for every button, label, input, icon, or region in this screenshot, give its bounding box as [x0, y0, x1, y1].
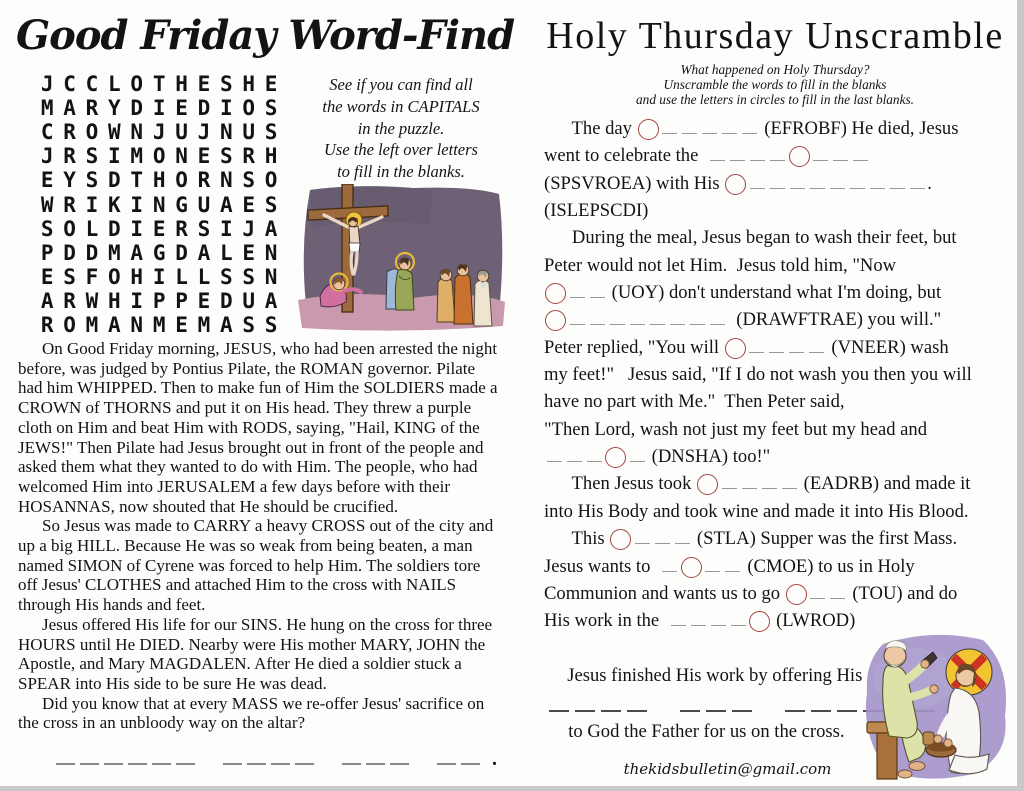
grid-letter: I	[130, 216, 144, 241]
grid-letter: R	[197, 168, 211, 193]
line-text: .	[927, 172, 932, 194]
grid-letter: S	[242, 264, 256, 289]
line-text: (DRAWFTRAE) you will."	[727, 309, 942, 331]
crucifixion-scene-drawing	[292, 184, 512, 338]
grid-letter: U	[197, 192, 211, 217]
line-text: (EFROBF) He died, Jesus	[759, 118, 959, 139]
grid-letter: I	[130, 288, 144, 313]
fill-in-blank	[853, 146, 868, 161]
instruction-line: Use the left over letters	[324, 140, 478, 160]
grid-letter: G	[175, 192, 188, 217]
fill-in-blank	[680, 697, 700, 712]
fill-in-blank	[750, 174, 765, 189]
fill-in-blank	[271, 750, 290, 765]
grid-letter: O	[152, 144, 166, 169]
line-text: (TOU) and do	[847, 582, 958, 604]
grid-letter: D	[197, 96, 211, 121]
line-text: Peter would not let Him. Jesus told him, "Now	[544, 254, 897, 276]
grid-letter: K	[108, 192, 121, 217]
closing-line: to God the Father for us on the cross.	[545, 721, 845, 742]
grid-letter: D	[63, 240, 76, 265]
fill-in-blank	[675, 529, 690, 544]
grid-letter: I	[219, 96, 233, 121]
fill-in-blank	[762, 474, 777, 489]
line-text: Jesus finished His work by offering His	[544, 664, 863, 686]
unscramble-line	[544, 282, 972, 309]
fill-in-blank	[570, 283, 585, 298]
blank-group	[223, 750, 319, 770]
fill-in-blank	[366, 750, 385, 765]
story-paragraph: So Jesus was made to CARRY a heavy CROSS out of the city and up a big HILL. Because He was so weak from being beaten, a man named SIMON of Cyrene was forced to help Him. The soldiers tore off Jesus' CLOTHES and attached Him to the cross with NAILS through His hands and feet.	[18, 516, 494, 615]
fill-in-blank	[702, 119, 717, 134]
fill-in-blank	[390, 750, 409, 765]
grid-letter: E	[175, 312, 188, 337]
grid-letter: R	[40, 312, 54, 337]
footer-email: thekidsbulletin@gmail.com	[623, 760, 832, 778]
grid-letter: E	[175, 96, 188, 121]
instruction-line: See if you can find all	[329, 75, 473, 94]
letter-circle	[545, 310, 566, 331]
grid-letter: U	[242, 288, 256, 313]
grid-letter: N	[130, 120, 144, 145]
instruction-line: in the puzzle.	[357, 118, 445, 138]
fill-in-blank	[104, 750, 123, 765]
line-text: (EADRB) and made it	[799, 473, 971, 495]
fill-in-blank	[742, 119, 757, 134]
grid-letter: S	[264, 312, 278, 337]
line-text: Communion and wants us to go	[544, 582, 785, 604]
fill-in-blank	[547, 447, 562, 462]
fill-in-blank	[662, 119, 677, 134]
grid-letter: D	[108, 216, 121, 241]
unscramble-line	[544, 337, 972, 364]
grid-letter: S	[219, 264, 233, 289]
grid-letter: M	[85, 312, 99, 337]
grid-letter: L	[108, 72, 121, 97]
fill-in-blank	[770, 174, 785, 189]
grid-letter: E	[242, 192, 256, 217]
foot-washing-drawing	[853, 626, 1019, 788]
grid-letter: E	[242, 240, 256, 265]
grid-letter: A	[197, 240, 211, 265]
grid-letter: R	[242, 144, 256, 169]
fill-in-blank	[850, 174, 865, 189]
grid-letter: I	[108, 144, 121, 169]
grid-letter: S	[242, 312, 256, 337]
line-text: Then Jesus took	[544, 473, 697, 495]
grid-letter: M	[197, 312, 211, 337]
fill-in-blank	[910, 174, 925, 189]
grid-letter: S	[85, 144, 99, 169]
grid-letter: E	[40, 264, 54, 289]
grid-letter: N	[264, 264, 278, 289]
grid-letter: E	[197, 72, 211, 97]
fill-in-blank	[722, 474, 737, 489]
line-text: "Then Lord, wash not just my feet but my head and	[544, 418, 927, 440]
fill-in-blank	[742, 474, 757, 489]
fill-in-blank	[690, 310, 705, 325]
unscramble-line	[544, 391, 972, 418]
grid-letter: N	[219, 120, 233, 145]
fill-in-blank	[590, 283, 605, 298]
grid-letter: J	[152, 120, 166, 145]
story-paragraph: Jesus offered His life for our SINS. He hung on the cross for three HOURS until He DIED. Nearby were His mother MARY, JOHN the Apostle, and Mary MAGDALEN. After He died a soldier stuck a SPEAR into His side to be sure He was dead.	[18, 614, 493, 693]
grid-letter: E	[152, 216, 166, 241]
fill-in-blank	[549, 697, 569, 712]
grid-letter: M	[108, 240, 121, 265]
letter-circle	[786, 584, 807, 605]
subtitle-line: Unscramble the words to fill in the blanks	[663, 77, 887, 92]
unscramble-line	[544, 145, 972, 172]
grid-letter: E	[197, 288, 211, 313]
line-text: (SPSVROEA) with His	[544, 172, 725, 194]
fill-in-blank	[722, 119, 737, 134]
grid-letter: P	[40, 240, 54, 265]
scan-edge-right	[1017, 0, 1024, 791]
fill-in-blank	[830, 174, 845, 189]
subtitle-line: and use the letters in circles to fill in the last blanks.	[636, 92, 914, 107]
line-text: my feet!" Jesus said, "If I do not wash you then you will	[544, 364, 972, 386]
grid-letter: J	[242, 216, 256, 241]
fill-in-blank	[705, 557, 720, 572]
grid-letter: I	[219, 216, 233, 241]
letter-circle	[545, 283, 566, 304]
grid-letter: I	[152, 96, 166, 121]
foot-washing-illustration	[853, 626, 1019, 791]
line-text: Jesus wants to	[544, 555, 660, 577]
line-text: Peter replied, "You will	[544, 336, 724, 358]
grid-letter: J	[197, 120, 211, 145]
grid-letter: U	[175, 120, 188, 145]
letter-circle	[681, 557, 702, 578]
letter-circle	[789, 146, 810, 167]
wordfind-title: Good Friday Word-Find	[16, 12, 515, 59]
line-text: The day	[544, 118, 637, 139]
grid-letter: A	[219, 192, 233, 217]
fill-in-blank	[128, 750, 147, 765]
letter-circle	[749, 611, 770, 632]
line-text: (CMOE) to us in Holy	[742, 555, 915, 577]
fill-in-blank	[731, 611, 746, 626]
fill-in-blank	[247, 750, 266, 765]
fill-in-blank	[567, 447, 582, 462]
fill-in-blank	[461, 750, 480, 765]
fill-in-blank	[80, 750, 99, 765]
unscramble-line	[544, 200, 972, 227]
fill-in-blank	[295, 750, 314, 765]
fill-in-blank	[749, 338, 764, 353]
line-text: During the meal, Jesus began to wash their feet, but	[544, 227, 957, 249]
fill-in-blank	[655, 529, 670, 544]
letter-circle	[610, 529, 631, 550]
grid-letter: C	[85, 72, 99, 97]
letter-circle	[725, 174, 746, 195]
grid-letter: O	[63, 216, 76, 241]
grid-letter: M	[152, 312, 166, 337]
line-text: (VNEER) wash	[826, 336, 949, 358]
letter-circle	[638, 119, 659, 140]
fill-in-blank	[782, 474, 797, 489]
fill-in-blank	[590, 310, 605, 325]
grid-letter: S	[219, 144, 233, 169]
grid-letter: W	[108, 120, 121, 145]
unscramble-line	[544, 419, 972, 446]
grid-letter: S	[40, 216, 54, 241]
grid-letter: D	[130, 96, 144, 121]
grid-letter: O	[264, 168, 278, 193]
unscramble-line	[544, 501, 972, 528]
grid-letter: A	[219, 312, 233, 337]
grid-letter: H	[130, 264, 144, 289]
line-text: (ISLEPSCDI)	[544, 200, 649, 222]
unscramble-line	[544, 173, 972, 200]
fill-in-blank	[785, 697, 805, 712]
letter-circle	[697, 474, 718, 495]
line-text: (STLA) Supper was the first Mass.	[692, 528, 958, 550]
grid-letter: A	[264, 216, 278, 241]
word-search-grid	[36, 72, 282, 337]
grid-letter: H	[152, 168, 166, 193]
grid-letter: U	[242, 120, 256, 145]
grid-letter: R	[85, 96, 99, 121]
unscramble-line	[544, 255, 972, 282]
grid-letter: S	[63, 264, 76, 289]
fill-in-blank	[670, 310, 685, 325]
grid-letter: W	[85, 288, 99, 313]
grid-letter: N	[130, 312, 144, 337]
grid-letter: N	[264, 240, 278, 265]
fill-in-blank	[342, 750, 361, 765]
fill-in-blank	[813, 146, 828, 161]
grid-letter: S	[85, 168, 99, 193]
grid-letter: F	[85, 264, 99, 289]
crucifixion-illustration	[292, 184, 512, 343]
grid-letter: W	[40, 192, 54, 217]
grid-letter: H	[264, 144, 278, 169]
fill-in-blank	[630, 310, 645, 325]
fill-in-blank	[730, 146, 745, 161]
grid-letter: J	[40, 144, 54, 169]
grid-letter: R	[63, 192, 76, 217]
fill-in-blank	[152, 750, 171, 765]
answer-period: .	[492, 748, 497, 770]
story-paragraph: Did you know that at every MASS we re-offer Jesus' sacrifice on the cross in an unbloody way on the altar?	[18, 693, 485, 733]
leftover-letters-answer-blanks	[56, 748, 497, 771]
fill-in-blank	[176, 750, 195, 765]
grid-letter: S	[264, 96, 278, 121]
grid-letter: D	[175, 240, 188, 265]
fill-in-blank	[601, 697, 621, 712]
grid-letter: L	[85, 216, 99, 241]
fill-in-blank	[437, 750, 456, 765]
fill-in-blank	[770, 146, 785, 161]
unscramble-line	[544, 528, 972, 555]
line-text: (LWROD)	[771, 610, 856, 632]
grid-letter: Y	[108, 96, 121, 121]
grid-letter: L	[219, 240, 233, 265]
grid-letter: L	[197, 264, 211, 289]
grid-letter: P	[152, 288, 166, 313]
line-text: (DNSHA) too!"	[647, 446, 771, 468]
grid-letter: R	[63, 288, 76, 313]
line-text: went to celebrate the	[544, 145, 708, 167]
line-text: His work in the	[544, 610, 669, 632]
fill-in-blank	[711, 611, 726, 626]
fill-in-blank	[610, 310, 625, 325]
good-friday-story	[18, 339, 502, 733]
grid-letter: N	[175, 144, 188, 169]
fill-in-blank	[650, 310, 665, 325]
grid-letter: O	[175, 168, 188, 193]
grid-letter: E	[197, 144, 211, 169]
fill-in-blank	[810, 174, 825, 189]
fill-in-blank	[587, 447, 602, 462]
fill-in-blank	[575, 697, 595, 712]
line-text: (UOY) don't understand what I'm doing, but	[607, 282, 942, 304]
fill-in-blank	[223, 750, 242, 765]
letter-circle	[605, 447, 626, 468]
fill-in-blank	[789, 338, 804, 353]
grid-letter: C	[40, 120, 54, 145]
line-text: into His Body and took wine and made it into His Blood.	[544, 500, 969, 522]
blank-group	[549, 697, 653, 717]
grid-letter: H	[108, 288, 121, 313]
fill-in-blank	[725, 557, 740, 572]
blank-group	[56, 750, 200, 770]
fill-in-blank	[890, 174, 905, 189]
unscramble-line	[544, 309, 972, 336]
grid-letter: A	[264, 288, 278, 313]
grid-letter: O	[242, 96, 256, 121]
unscramble-line	[544, 446, 972, 473]
unscramble-subtitle	[528, 62, 1022, 107]
fill-in-blank	[56, 750, 75, 765]
grid-letter: T	[152, 72, 166, 97]
subtitle-line: What happened on Holy Thursday?	[680, 62, 870, 77]
fill-in-blank	[710, 310, 725, 325]
unscramble-line	[544, 556, 972, 583]
grid-letter: S	[264, 120, 278, 145]
blank-group	[342, 750, 414, 770]
fill-in-blank	[662, 557, 677, 572]
fill-in-blank	[750, 146, 765, 161]
grid-letter: C	[63, 72, 76, 97]
fill-in-blank	[870, 174, 885, 189]
grid-letter: J	[40, 72, 54, 97]
fill-in-blank	[809, 338, 824, 353]
grid-letter: I	[152, 264, 166, 289]
grid-letter: A	[40, 288, 54, 313]
grid-letter: S	[219, 72, 233, 97]
grid-letter: H	[242, 72, 256, 97]
grid-letter: N	[219, 168, 233, 193]
grid-letter: I	[85, 192, 99, 217]
blank-group	[437, 750, 485, 770]
unscramble-line	[544, 473, 972, 500]
unscramble-line	[544, 364, 972, 391]
unscramble-line	[544, 583, 972, 610]
line-text: have no part with Me." Then Peter said,	[544, 391, 845, 413]
fill-in-blank	[682, 119, 697, 134]
grid-letter: T	[130, 168, 144, 193]
fill-in-blank	[691, 611, 706, 626]
fill-in-blank	[706, 697, 726, 712]
fill-in-blank	[769, 338, 784, 353]
grid-letter: M	[40, 96, 54, 121]
fill-in-blank	[811, 697, 831, 712]
wordfind-instructions	[286, 74, 516, 183]
fill-in-blank	[630, 447, 645, 462]
grid-letter: M	[130, 144, 144, 169]
grid-letter: E	[264, 72, 278, 97]
line-text: This	[544, 528, 610, 550]
blank-group	[680, 697, 758, 717]
grid-letter: R	[175, 216, 188, 241]
grid-letter: S	[197, 216, 211, 241]
grid-letter: P	[175, 288, 188, 313]
grid-letter: D	[219, 288, 233, 313]
fill-in-blank	[671, 611, 686, 626]
unscramble-body	[544, 118, 972, 692]
grid-letter: S	[264, 192, 278, 217]
instruction-line: to fill in the blanks.	[337, 162, 465, 182]
grid-letter: O	[130, 72, 144, 97]
grid-letter: O	[108, 264, 121, 289]
letter-circle	[725, 338, 746, 359]
grid-letter: D	[85, 240, 99, 265]
fill-in-blank	[833, 146, 848, 161]
fill-in-blank	[732, 697, 752, 712]
grid-letter: O	[63, 312, 76, 337]
grid-letter: A	[108, 312, 121, 337]
scan-edge-bottom	[0, 786, 1024, 791]
grid-letter: H	[175, 72, 188, 97]
fill-in-blank	[627, 697, 647, 712]
grid-letter: Y	[63, 168, 76, 193]
grid-letter: N	[152, 192, 166, 217]
grid-letter: G	[152, 240, 166, 265]
unscramble-line	[544, 118, 972, 145]
fill-in-blank	[830, 584, 845, 599]
grid-letter: R	[63, 144, 76, 169]
instruction-line: the words in CAPITALS	[322, 96, 480, 116]
grid-letter: R	[63, 120, 76, 145]
grid-letter: L	[175, 264, 188, 289]
grid-letter: S	[242, 168, 256, 193]
grid-letter: O	[85, 120, 99, 145]
grid-letter: A	[130, 240, 144, 265]
fill-in-blank	[790, 174, 805, 189]
fill-in-blank	[710, 146, 725, 161]
unscramble-line	[544, 227, 972, 254]
grid-letter: D	[108, 168, 121, 193]
fill-in-blank	[810, 584, 825, 599]
fill-in-blank	[635, 529, 650, 544]
story-paragraph: On Good Friday morning, JESUS, who had been arrested the night before, was judged by Pontius Pilate, the ROMAN governor. Pilate had him WHIPPED. Then to make fun of Him the SOLDIERS made a CROWN of THORNS and put it on His head. They threw a purple cloth on Him and beat Him with RODS, saying, "Hail, KING of the JEWS!" Then Pilate had Jesus brought out in front of the people and asked them what they wanted to do with Him. The people, who had welcomed Him into JERUSALEM a few days before with their HOSANNAS, now shouted that He should be crucified.	[18, 339, 498, 516]
grid-letter: A	[63, 96, 76, 121]
grid-letter: I	[130, 192, 144, 217]
unscramble-title: Holy Thursday Unscramble	[546, 15, 1004, 57]
grid-letter: E	[40, 168, 54, 193]
fill-in-blank	[570, 310, 585, 325]
